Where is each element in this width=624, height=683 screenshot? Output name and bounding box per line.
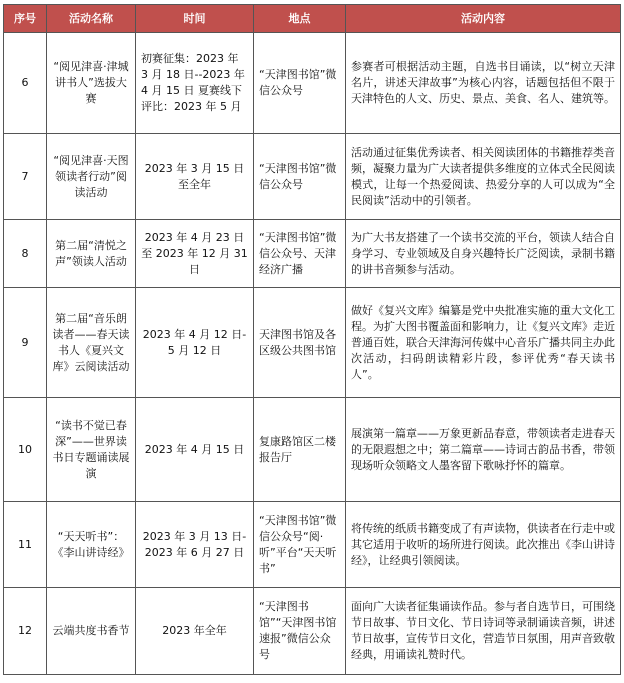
cell-time: 初赛征集：2023 年 3 月 18 日--2023 年 4 月 15 日 夏赛线下评比：2023 年 5 月: [136, 33, 254, 134]
table-row: [4, 220, 621, 288]
cell-no: 6: [4, 33, 47, 134]
cell-content: 面向广大读者征集诵读作品。参与者自选节日，可围绕节日故事、节日文化、节日诗词等录制诵读音频，讲述节日故事，宣传节日文化，营造节日氛围，用声音致敬经典，用诵读礼赞时代。: [346, 588, 621, 675]
cell-time: 2023 年 4 月 15 日: [136, 398, 254, 502]
cell-name: “阅见津喜·津城讲书人”选拔大赛: [47, 33, 136, 134]
cell-content: 将传统的纸质书籍变成了有声读物，供读者在行走中或其它适用于收听的场所进行阅读。此次推出《李山讲诗经》，让经典引领阅读。: [346, 502, 621, 588]
cell-no: 8: [4, 220, 47, 288]
cell-time: 2023 年全年: [136, 588, 254, 675]
table-row: [4, 502, 621, 588]
cell-name: “天天听书”：《李山讲诗经》: [47, 502, 136, 588]
cell-place: “天津图书馆”微信公众号“阅·听”平台“天天听书”: [254, 502, 346, 588]
cell-no: 10: [4, 398, 47, 502]
cell-name: “读书不觉已春深”——世界读书日专题诵读展演: [47, 398, 136, 502]
cell-no: 11: [4, 502, 47, 588]
cell-place: “天津图书馆”微信公众号: [254, 134, 346, 220]
activities-table: [3, 4, 621, 675]
cell-place: “天津图书馆”微信公众号: [254, 33, 346, 134]
header-row: [4, 5, 621, 33]
cell-no: 9: [4, 288, 47, 398]
table-row: [4, 33, 621, 134]
cell-place: “天津图书馆”“天津图书馆速报”微信公众号: [254, 588, 346, 675]
cell-place: 复康路馆区二楼报告厅: [254, 398, 346, 502]
table-row: [4, 288, 621, 398]
header-no: 序号: [4, 5, 47, 33]
header-time: 时间: [136, 5, 254, 33]
cell-content: 为广大书友搭建了一个读书交流的平台，领读人结合自身学习、专业领域及自身兴趣特长广泛阅读，录制书籍的讲书音频参与活动。: [346, 220, 621, 288]
cell-name: 第二届“清悦之声”领读人活动: [47, 220, 136, 288]
table-row: [4, 588, 621, 675]
cell-name: 云端共度书香节: [47, 588, 136, 675]
cell-place: “天津图书馆”微信公众号、天津经济广播: [254, 220, 346, 288]
cell-no: 7: [4, 134, 47, 220]
table-row: [4, 398, 621, 502]
cell-name: “阅见津喜·天图领读者行动”阅读活动: [47, 134, 136, 220]
cell-time: 2023 年 3 月 13 日-2023 年 6 月 27 日: [136, 502, 254, 588]
table-row: [4, 134, 621, 220]
cell-content: 做好《复兴文库》编纂是党中央批准实施的重大文化工程。为扩大图书覆盖面和影响力，让《复兴文库》走近普通百姓，联合天津海河传媒中心音乐广播共同主办此次活动，扫码朗读精彩片段，参评优秀“春天读书人”。: [346, 288, 621, 398]
cell-content: 活动通过征集优秀读者、相关阅读团体的书籍推荐类音频，凝聚力量为广大读者提供多维度的立体式全民阅读模式，让每一个热爱阅读、热爱分享的人可以成为“全民阅读”活动中的引领者。: [346, 134, 621, 220]
cell-time: 2023 年 4 月 12 日-5 月 12 日: [136, 288, 254, 398]
cell-time: 2023 年 3 月 15 日至全年: [136, 134, 254, 220]
header-place: 地点: [254, 5, 346, 33]
header-name: 活动名称: [47, 5, 136, 33]
header-content: 活动内容: [346, 5, 621, 33]
cell-place: 天津图书馆及各区级公共图书馆: [254, 288, 346, 398]
cell-no: 12: [4, 588, 47, 675]
cell-content: 参赛者可根据活动主题，自选书目诵读，以“树立天津名片，讲述天津故事”为核心内容，话题包括但不限于天津特色的人文、历史、景点、美食、名人、建筑等。: [346, 33, 621, 134]
cell-content: 展演第一篇章——万象更新品春意，带领读者走进春天的无限遐想之中；第二篇章——诗词古韵品书香，带领现场听众领略文人墨客留下歌咏抒怀的篇章。: [346, 398, 621, 502]
cell-time: 2023 年 4 月 23 日至 2023 年 12 月 31 日: [136, 220, 254, 288]
cell-name: 第二届“音乐朗读者——春天读书人《夏兴文库》云阅读活动: [47, 288, 136, 398]
